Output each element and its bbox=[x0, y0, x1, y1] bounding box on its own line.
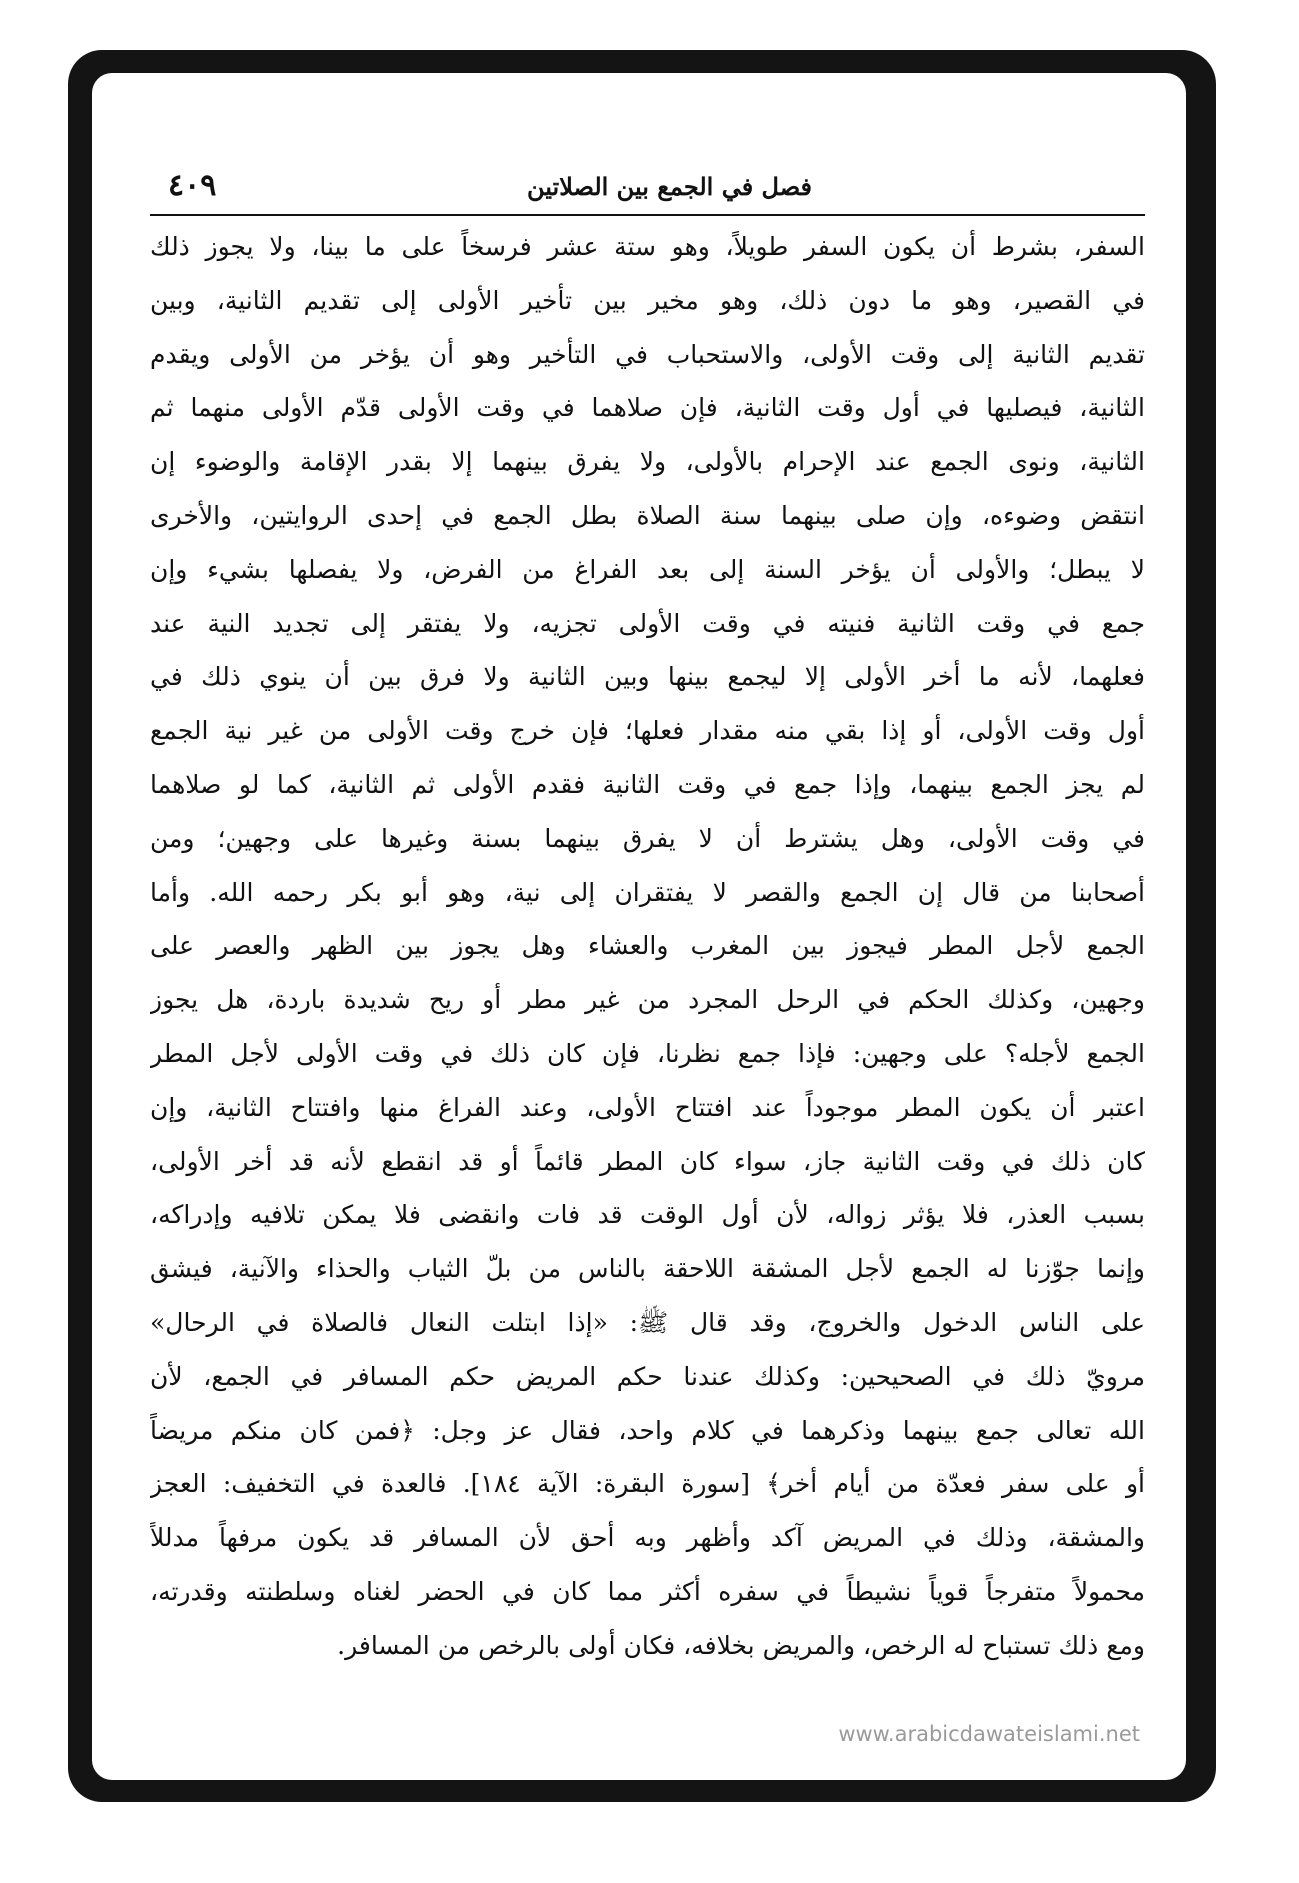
page-number: ٤٠٩ bbox=[168, 168, 217, 203]
text-line: اعتبر أن يكون المطر موجوداً عند افتتاح الأولى، وعند الفراغ منها وافتتاح الثانية، وإن bbox=[150, 1092, 1145, 1122]
text-line: في وقت الأولى، وهل يشترط أن لا يفرق بينهما بسنة وغيرها على وجهين؛ ومن bbox=[150, 823, 1145, 853]
text-line: أول وقت الأولى، أو إذا بقي منه مقدار فعلها؛ فإن خرج وقت الأولى من غير نية الجمع bbox=[150, 716, 1145, 746]
text-line: الثانية، ونوى الجمع عند الإحرام بالأولى، ولا يفرق بينهما إلا بقدر الإقامة والوضوء إن bbox=[150, 447, 1145, 477]
text-line: والمشقة، وذلك في المريض آكد وأظهر وبه أحق لأن المسافر قد يكون مرفهاً مدللاً bbox=[150, 1523, 1145, 1553]
text-line: لا يبطل؛ والأولى أن يؤخر السنة إلى بعد الفراغ من الفرض، ولا يفصلها بشيء وإن bbox=[150, 554, 1145, 584]
text-line: الجمع لأجله؟ على وجهين: فإذا جمع نظرنا، فإن كان ذلك في وقت الأولى لأجل المطر bbox=[150, 1038, 1145, 1068]
text-line: وإنما جوّزنا له الجمع لأجل المشقة اللاحقة بالناس من بلّ الثياب والحذاء والآنية، فيشق bbox=[150, 1254, 1145, 1284]
text-line: على الناس الدخول والخروج، وقد قال ﷺ: «إذا ابتلت النعال فالصلاة في الرحال» bbox=[150, 1307, 1145, 1337]
header-rule bbox=[150, 214, 1145, 216]
text-line: في القصير، وهو ما دون ذلك، وهو مخير بين تأخير الأولى إلى تقديم الثانية، وبين bbox=[150, 285, 1145, 315]
text-line: انتقض وضوءه، وإن صلى بينهما سنة الصلاة بطل الجمع في إحدى الروايتين، والأخرى bbox=[150, 500, 1145, 530]
text-line: ومع ذلك تستباح له الرخص، والمريض بخلافه، فكان أولى بالرخص من المسافر. bbox=[337, 1630, 1145, 1660]
text-line: محمولاً متفرجاً قوياً نشيطاً في سفره أكثر مما كان في الحضر لغناه وسلطنته وقدرته، bbox=[150, 1576, 1145, 1606]
text-line: الله تعالى جمع بينهما وذكرهما في كلام واحد، فقال عز وجل: ﴿فمن كان منكم مريضاً bbox=[150, 1415, 1145, 1445]
running-head bbox=[150, 168, 1142, 214]
text-line: جمع في وقت الثانية فنيته في وقت الأولى تجزيه، ولا يفتقر إلى تجديد النية عند bbox=[150, 608, 1145, 638]
chapter-title: فصل في الجمع بين الصلاتين bbox=[527, 172, 812, 201]
text-line: تقديم الثانية إلى وقت الأولى، والاستحباب في التأخير وهو أن يؤخر من الأولى ويقدم bbox=[150, 339, 1145, 369]
watermark: www.arabicdawateislami.net bbox=[838, 1722, 1140, 1746]
text-line: وجهين، وكذلك الحكم في الرحل المجرد من غير مطر أو ريح شديدة باردة، هل يجوز bbox=[150, 985, 1145, 1015]
text-line: فعلهما، لأنه ما أخر الأولى إلا ليجمع بينها وبين الثانية ولا فرق بين أن ينوي ذلك في bbox=[150, 662, 1145, 692]
body-text bbox=[150, 220, 1145, 1673]
text-line: السفر، بشرط أن يكون السفر طويلاً، وهو ستة عشر فرسخاً على ما بينا، ولا يجوز ذلك bbox=[150, 232, 1145, 261]
text-line: أو على سفر فعدّة من أيام أخر﴾ [سورة البقرة: الآية ١٨٤]. فالعدة في التخفيف: العجز bbox=[150, 1469, 1145, 1499]
text-line: الثانية، فيصليها في أول وقت الثانية، فإن صلاهما في وقت الأولى قدّم الأولى منهما ثم bbox=[150, 393, 1145, 423]
text-line: كان ذلك في وقت الثانية جاز، سواء كان المطر قائماً أو قد انقطع لأنه قد أخر الأولى، bbox=[150, 1146, 1145, 1176]
text-line: الجمع لأجل المطر فيجوز بين المغرب والعشاء وهل يجوز بين الظهر والعصر على bbox=[150, 931, 1145, 961]
text-line: بسبب العذر، فلا يؤثر زواله، لأن أول الوقت قد فات وانقضى فلا يمكن تلافيه وإدراكه، bbox=[150, 1200, 1145, 1230]
text-line: لم يجز الجمع بينهما، وإذا جمع في وقت الثانية فقدم الأولى ثم الثانية، كما لو صلاهما bbox=[150, 769, 1145, 799]
text-line: أصحابنا من قال إن الجمع والقصر لا يفتقران إلى نية، وهو أبو بكر رحمه الله. وأما bbox=[150, 877, 1145, 907]
text-line: مرويّ ذلك في الصحيحين: وكذلك عندنا حكم المريض حكم المسافر في الجمع، لأن bbox=[150, 1361, 1145, 1391]
